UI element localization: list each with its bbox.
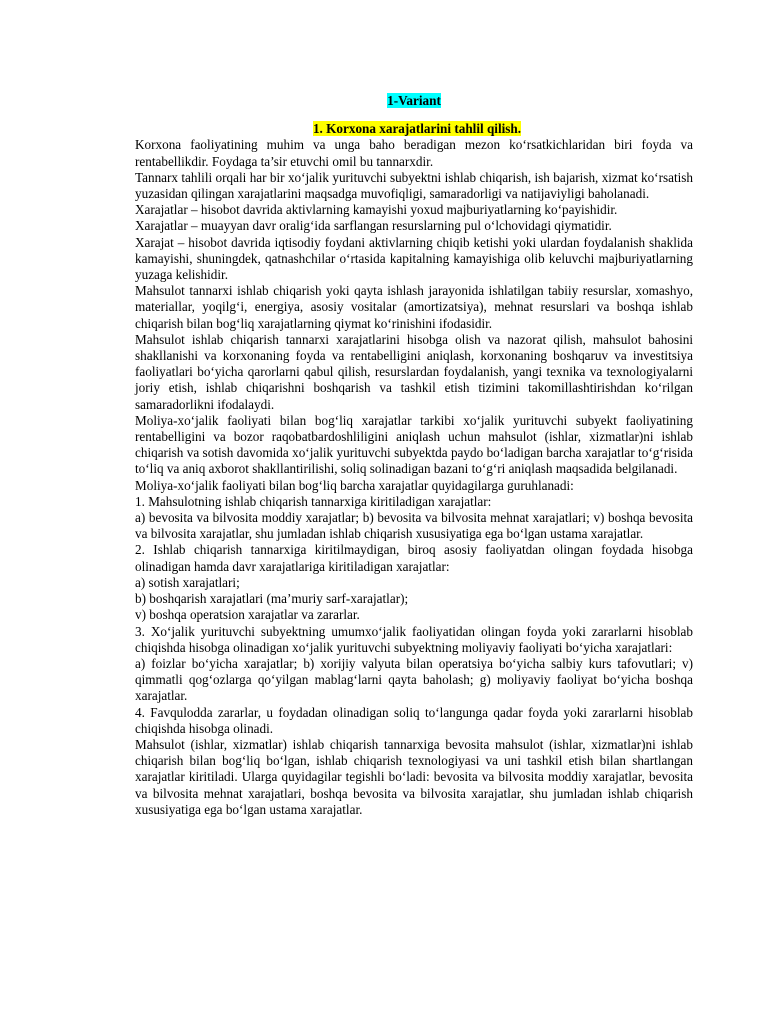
list-heading: 3. Xo‘jalik yurituvchi subyektning umumxo‘jalik faoliyatidan olingan foyda yoki zararlarni hisoblab chiqishda hisobga olinadigan xo‘jalik yurituvchi subyektning moliyaviy faoliyati bo‘yicha xarajatlari:: [135, 623, 693, 655]
paragraph: Moliya-xo‘jalik faoliyati bilan bog‘liq xarajatlar tarkibi xo‘jalik yurituvchi subyekt faoliyatining rentabelligini va bozor raqobatbardoshliligini aniqlash uchun mahsulot (ishlar, xizmatlar)ni ishlab chiqarish va sotish davomida xo‘jalik yurituvchi subyektda paydo bo‘ladigan barcha xarajatlar to‘g‘risida to‘liq va aniq axborot shakllantirilishi, soliq solinadigan bazani to‘g‘ri aniqlash maqsadida belgilanadi.: [135, 412, 693, 477]
list-item: v) boshqa operatsion xarajatlar va zararlar.: [135, 607, 360, 623]
section-title-text: 1. Korxona xarajatlarini tahlil qilish.: [312, 121, 522, 137]
section-title: [135, 121, 693, 137]
variant-label: 1-Variant: [387, 93, 441, 108]
paragraph: Mahsulot ishlab chiqarish tannarxi xarajatlarini hisobga olish va nazorat qilish, mahsulot bahosini shakllanishi va korxonaning foyda va rentabelligini aniqlash, korxonaning boshqaruv va investitsiya faoliyatlari bo‘yicha qarorlarni qabul qilish, resurslardan foydalanish, yangi texnika va texnologiyalarni joriy etish, ishlab chiqarishni boshqarish va tashkil etish tizimini takomillashtirishdan ko‘rilgan samaradorlikni ifodalaydi.: [135, 331, 693, 412]
list-item: a) bevosita va bilvosita moddiy xarajatlar; b) bevosita va bilvosita mehnat xarajatlari; v) boshqa bevosita va bilvosita xarajatlar, shu jumladan ishlab chiqarish xususiyatiga ega bo‘lgan ustama xarajatlar.: [135, 510, 693, 542]
list-item: a) foizlar bo‘yicha xarajatlar; b) xorijiy valyuta bilan operatsiya bo‘yicha salbiy kurs tafovutlari; v) qimmatli qog‘ozlarga qo‘yilgan mablag‘larni qayta baholash; g) moliyaviy faoliyat bo‘yicha boshqa xarajatlar.: [135, 655, 693, 704]
variant-heading: [135, 93, 693, 109]
paragraph: Mahsulot (ishlar, xizmatlar) ishlab chiqarish tannarxiga bevosita mahsulot (ishlar, xizmatlar)ni ishlab chiqarish bilan bog‘liq bo‘lgan, ishlab chiqarish texnologiyasi va uni tashkil etish bilan shartlangan xarajatlar kiritiladi. Ularga quyidagilar tegishli bo‘ladi: bevosita va bilvosita moddiy xarajatlar, bevosita va bilvosita mehnat xarajatlari, boshqa bevosita va bilvosita xarajatlar, shu jumladan ishlab chiqarish xususiyatiga ega bo‘lgan ustama xarajatlar.: [135, 736, 693, 817]
paragraph: Moliya-xo‘jalik faoliyati bilan bog‘liq barcha xarajatlar quyidagilarga guruhlanadi:: [135, 477, 574, 493]
paragraph: Xarajatlar – muayyan davr oralig‘ida sarflangan resurslarning pul o‘lchovidagi qiymatidir.: [135, 218, 612, 234]
list-item: a) sotish xarajatlari;: [135, 574, 240, 590]
list-heading: 2. Ishlab chiqarish tannarxiga kiritilmaydigan, biroq asosiy faoliyatdan olingan foydada hisobga olinadigan hamda davr xarajatlariga kiritiladigan xarajatlar:: [135, 542, 693, 574]
paragraph: Xarajatlar – hisobot davrida aktivlarning kamayishi yoxud majburiyatlarning ko‘payishidir.: [135, 202, 618, 218]
paragraph: Mahsulot tannarxi ishlab chiqarish yoki qayta ishlash jarayonida ishlatilgan tabiiy resurslar, xomashyo, materiallar, yoqilg‘i, energiya, asosiy vositalar (amortizatsiya), mehnat resurslari va boshqa ishlab chiqarish bilan bog‘liq xarajatlarning qiymat ko‘rinishini ifodasidir.: [135, 283, 693, 331]
paragraph: Xarajat – hisobot davrida iqtisodiy foydani aktivlarning chiqib ketishi yoki ulardan foydalanish shaklida kamayishi, shuningdek, qatnashchilar o‘rtasida kapitalning kamayishiga olib keluvchi majburiyatlarning yuzaga kelishidir.: [135, 234, 693, 283]
paragraph: Tannarx tahlili orqali har bir xo‘jalik yurituvchi subyektni ishlab chiqarish, ish bajarish, xizmat ko‘rsatish yuzasidan qilingan xarajatlarini maqsadga muvofiqligi, samaradorligi va natijaviyligi baholanadi.: [135, 169, 693, 202]
list-item: b) boshqarish xarajatlari (ma’muriy sarf-xarajatlar);: [135, 591, 409, 607]
paragraph: Korxona faoliyatining muhim va unga baho beradigan mezon ko‘rsatkichlaridan biri foyda va rentabellikdir. Foydaga ta’sir etuvchi omil bu tannarxdir.: [135, 137, 693, 169]
list-heading: 4. Favqulodda zararlar, u foydadan olinadigan soliq to‘langunga qadar foyda yoki zararlarni hisoblab chiqishda hisobga olinadi.: [135, 704, 693, 736]
document-page: [135, 93, 693, 818]
list-heading: 1. Mahsulotning ishlab chiqarish tannarxiga kiritiladigan xarajatlar:: [135, 493, 492, 509]
